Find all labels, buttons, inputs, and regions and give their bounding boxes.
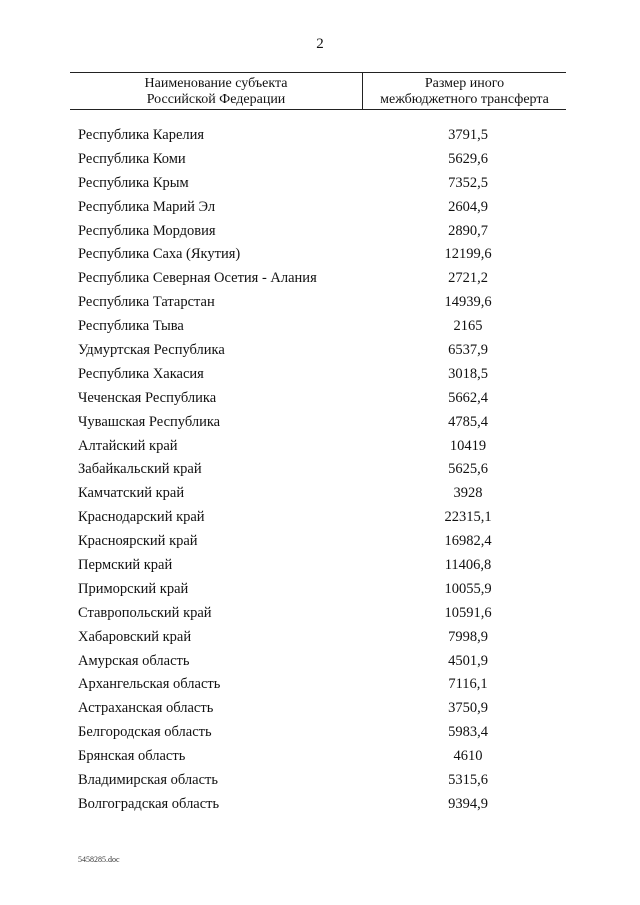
subject-name: Удмуртская Республика bbox=[78, 342, 225, 359]
table-row bbox=[78, 243, 566, 267]
table-row bbox=[78, 267, 566, 291]
subject-name: Чеченская Республика bbox=[78, 389, 217, 406]
subject-name: Архангельская область bbox=[78, 676, 221, 693]
transfer-amount: 22315,1 bbox=[444, 509, 492, 526]
subject-name: Камчатский край bbox=[78, 485, 185, 502]
table-row bbox=[78, 435, 566, 459]
subject-name: Красноярский край bbox=[78, 533, 198, 550]
subject-name: Хабаровский край bbox=[78, 628, 192, 645]
table-row bbox=[78, 196, 566, 220]
transfer-amount: 5629,6 bbox=[448, 150, 488, 167]
transfer-amount: 16982,4 bbox=[444, 533, 492, 550]
transfer-amount: 9394,9 bbox=[448, 795, 488, 812]
table-row bbox=[78, 458, 566, 482]
header-amount-line1: Размер иного bbox=[424, 76, 505, 91]
transfer-amount: 10055,9 bbox=[444, 580, 492, 597]
subject-name: Республика Северная Осетия - Алания bbox=[78, 270, 317, 287]
table-row bbox=[78, 148, 566, 172]
transfer-amount: 3018,5 bbox=[448, 365, 488, 382]
table-row bbox=[78, 387, 566, 411]
document-filename: 5458285.doc bbox=[78, 855, 120, 864]
transfer-amount: 14939,6 bbox=[444, 294, 492, 311]
transfer-amount: 5315,6 bbox=[448, 772, 488, 789]
subject-name: Республика Крым bbox=[78, 174, 189, 191]
table-row bbox=[78, 339, 566, 363]
subject-name: Владимирская область bbox=[78, 772, 218, 789]
subject-name: Республика Марий Эл bbox=[78, 198, 216, 215]
transfer-amount: 6537,9 bbox=[448, 342, 488, 359]
header-transfer-amount bbox=[363, 76, 566, 108]
transfer-amount: 4501,9 bbox=[448, 652, 488, 669]
subject-name: Республика Тыва bbox=[78, 318, 184, 335]
table-row bbox=[78, 315, 566, 339]
subject-name: Краснодарский край bbox=[78, 509, 205, 526]
transfer-amount: 3791,5 bbox=[448, 127, 488, 143]
transfer-amount: 7998,9 bbox=[448, 628, 488, 645]
table-row bbox=[78, 745, 566, 769]
subject-name: Пермский край bbox=[78, 557, 173, 574]
page-number: 2 bbox=[316, 36, 324, 52]
subject-name: Астраханская область bbox=[78, 700, 214, 717]
transfer-amount: 10591,6 bbox=[444, 604, 492, 621]
subject-name: Республика Саха (Якутия) bbox=[78, 246, 241, 263]
transfer-amount: 5662,4 bbox=[448, 389, 488, 406]
transfer-amount: 2890,7 bbox=[448, 222, 488, 239]
table-row bbox=[78, 482, 566, 506]
table-row bbox=[78, 363, 566, 387]
transfer-amount: 7352,5 bbox=[448, 174, 488, 191]
subject-name: Алтайский край bbox=[78, 437, 178, 454]
header-subject-line2: Российской Федерации bbox=[146, 92, 286, 107]
transfer-amount: 3750,9 bbox=[448, 700, 488, 717]
transfer-amount: 4785,4 bbox=[448, 413, 488, 430]
table-header bbox=[70, 72, 566, 110]
subject-name: Амурская область bbox=[78, 652, 190, 669]
table-row bbox=[78, 578, 566, 602]
transfer-amount: 4610 bbox=[453, 748, 483, 765]
transfer-amount: 2721,2 bbox=[448, 270, 488, 287]
table-row bbox=[78, 172, 566, 196]
table-row bbox=[78, 650, 566, 674]
table-row bbox=[78, 220, 566, 244]
header-amount-line2: межбюджетного трансферта bbox=[380, 92, 549, 107]
subject-name: Республика Хакасия bbox=[78, 365, 204, 382]
table-row bbox=[78, 554, 566, 578]
subject-name: Республика Татарстан bbox=[78, 294, 215, 311]
table-row bbox=[78, 124, 566, 148]
table-body bbox=[78, 124, 566, 817]
subject-name: Республика Коми bbox=[78, 150, 186, 167]
table-row bbox=[78, 530, 566, 554]
table-row bbox=[78, 602, 566, 626]
transfer-amount: 5625,6 bbox=[448, 461, 488, 478]
subject-name: Приморский край bbox=[78, 580, 189, 597]
table-row bbox=[78, 721, 566, 745]
table-row bbox=[78, 673, 566, 697]
transfer-amount: 11406,8 bbox=[444, 557, 492, 574]
subject-name: Республика Мордовия bbox=[78, 222, 216, 239]
table-row bbox=[78, 626, 566, 650]
table-row bbox=[78, 793, 566, 817]
table-row bbox=[78, 697, 566, 721]
subject-name: Ставропольский край bbox=[78, 604, 212, 621]
transfer-amount: 2604,9 bbox=[448, 198, 488, 215]
subject-name: Чувашская Республика bbox=[78, 413, 221, 430]
subject-name: Забайкальский край bbox=[78, 461, 202, 478]
subject-name: Волгоградская область bbox=[78, 795, 220, 812]
table-row bbox=[78, 506, 566, 530]
subject-name: Брянская область bbox=[78, 748, 186, 765]
transfer-amount: 12199,6 bbox=[444, 246, 492, 263]
transfer-amount: 5983,4 bbox=[448, 724, 488, 741]
table-row bbox=[78, 411, 566, 435]
header-subject-name bbox=[70, 76, 362, 108]
transfer-amount: 2165 bbox=[453, 318, 483, 335]
header-subject-line1: Наименование субъекта bbox=[144, 76, 288, 91]
transfer-amount: 7116,1 bbox=[448, 676, 488, 693]
subject-name: Белгородская область bbox=[78, 724, 212, 741]
table-row bbox=[78, 291, 566, 315]
table-row bbox=[78, 769, 566, 793]
transfer-amount: 3928 bbox=[453, 485, 483, 502]
subject-name: Республика Карелия bbox=[78, 127, 205, 143]
transfer-amount: 10419 bbox=[449, 437, 487, 454]
